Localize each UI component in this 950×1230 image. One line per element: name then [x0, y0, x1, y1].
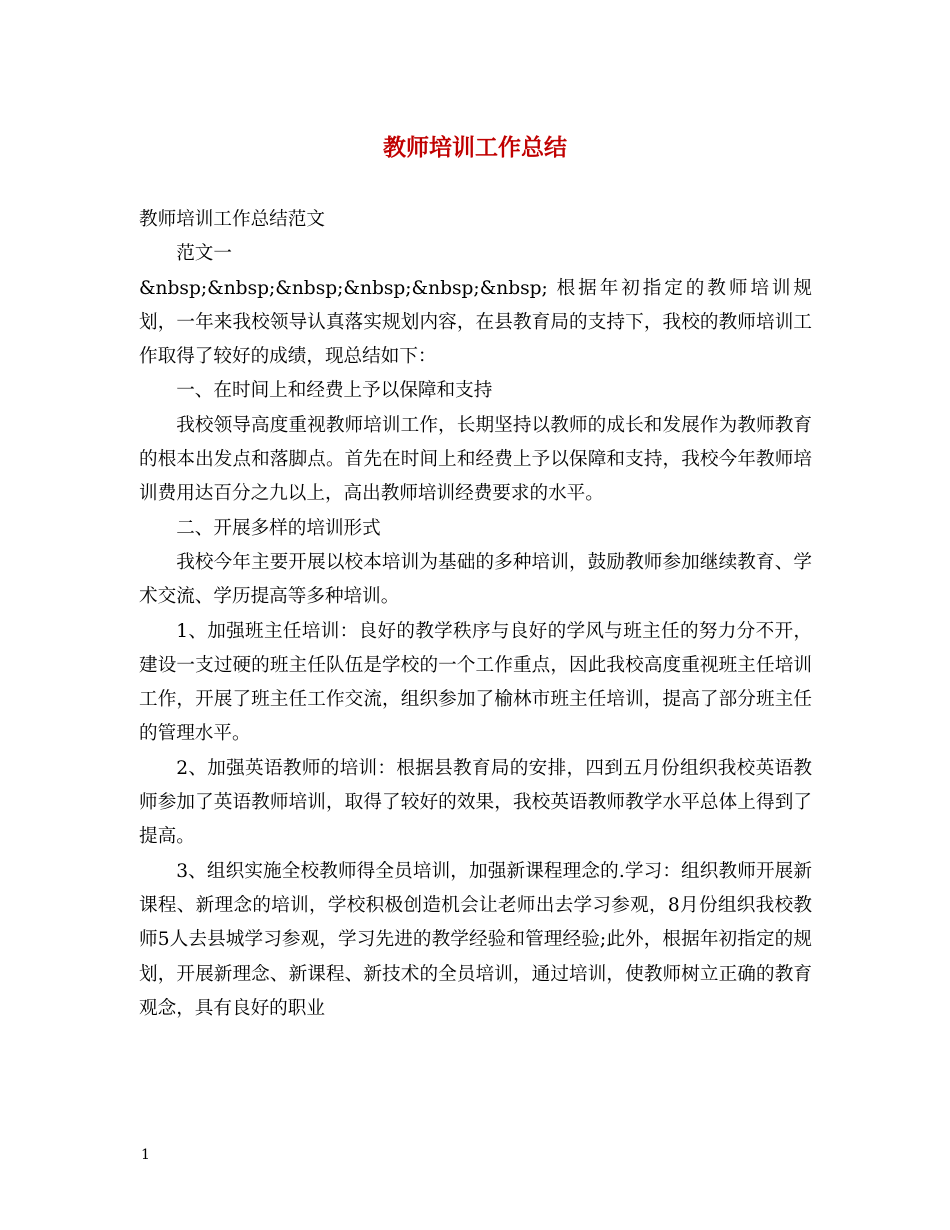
paragraph-subtitle: 教师培训工作总结范文: [139, 209, 325, 230]
paragraph-section-two: 我校今年主要开展以校本培训为基础的多种培训，鼓励教师参加继续教育、学术交流、学历提高等多种培训。: [139, 551, 812, 608]
heading-section-one: 一、在时间上和经费上予以保障和支持: [176, 380, 493, 402]
paragraph-section-one: 我校领导高度重视教师培训工作，长期坚持以教师的成长和发展作为教师教育的根本出发点和落脚点。首先在时间上和经费上予以保障和支持，我校今年教师培训费用达百分之九以上，高出教师培训经费要求的水平。: [139, 414, 812, 505]
document-body: [139, 203, 812, 1026]
paragraph-section-label: 范文一: [176, 243, 232, 265]
page-number: 1: [141, 1147, 150, 1163]
paragraph-intro: &nbsp;&nbsp;&nbsp;&nbsp;&nbsp;&nbsp; 根据年初指定的教师培训规划，一年来我校领导认真落实规划内容，在县教育局的支持下，我校的教师培训工作取得了较好的成绩，现总结如下：: [139, 277, 812, 368]
document-title: 教师培训工作总结: [383, 134, 567, 161]
paragraph-item-three: 3、组织实施全校教师得全员培训，加强新课程理念的.学习：组织教师开展新课程、新理念的培训，学校积极创造机会让老师出去学习参观，8月份组织我校教师5人去县城学习参观，学习先进的教学经验和管理经验;此外，根据年初指定的规划，开展新理念、新课程、新技术的全员培训，通过培训，使教师树立正确的教育观念，具有良好的职业: [139, 860, 812, 1019]
paragraph-item-two: 2、加强英语教师的培训：根据县教育局的安排，四到五月份组织我校英语教师参加了英语教师培训，取得了较好的效果，我校英语教师教学水平总体上得到了提高。: [139, 757, 812, 848]
heading-section-two: 二、开展多样的培训形式: [176, 517, 381, 539]
paragraph-item-one: 1、加强班主任培训：良好的教学秩序与良好的学风与班主任的努力分不开，建设一支过硬的班主任队伍是学校的一个工作重点，因此我校高度重视班主任培训工作，开展了班主任工作交流，组织参加了榆林市班主任培训，提高了部分班主任的管理水平。: [139, 620, 812, 745]
